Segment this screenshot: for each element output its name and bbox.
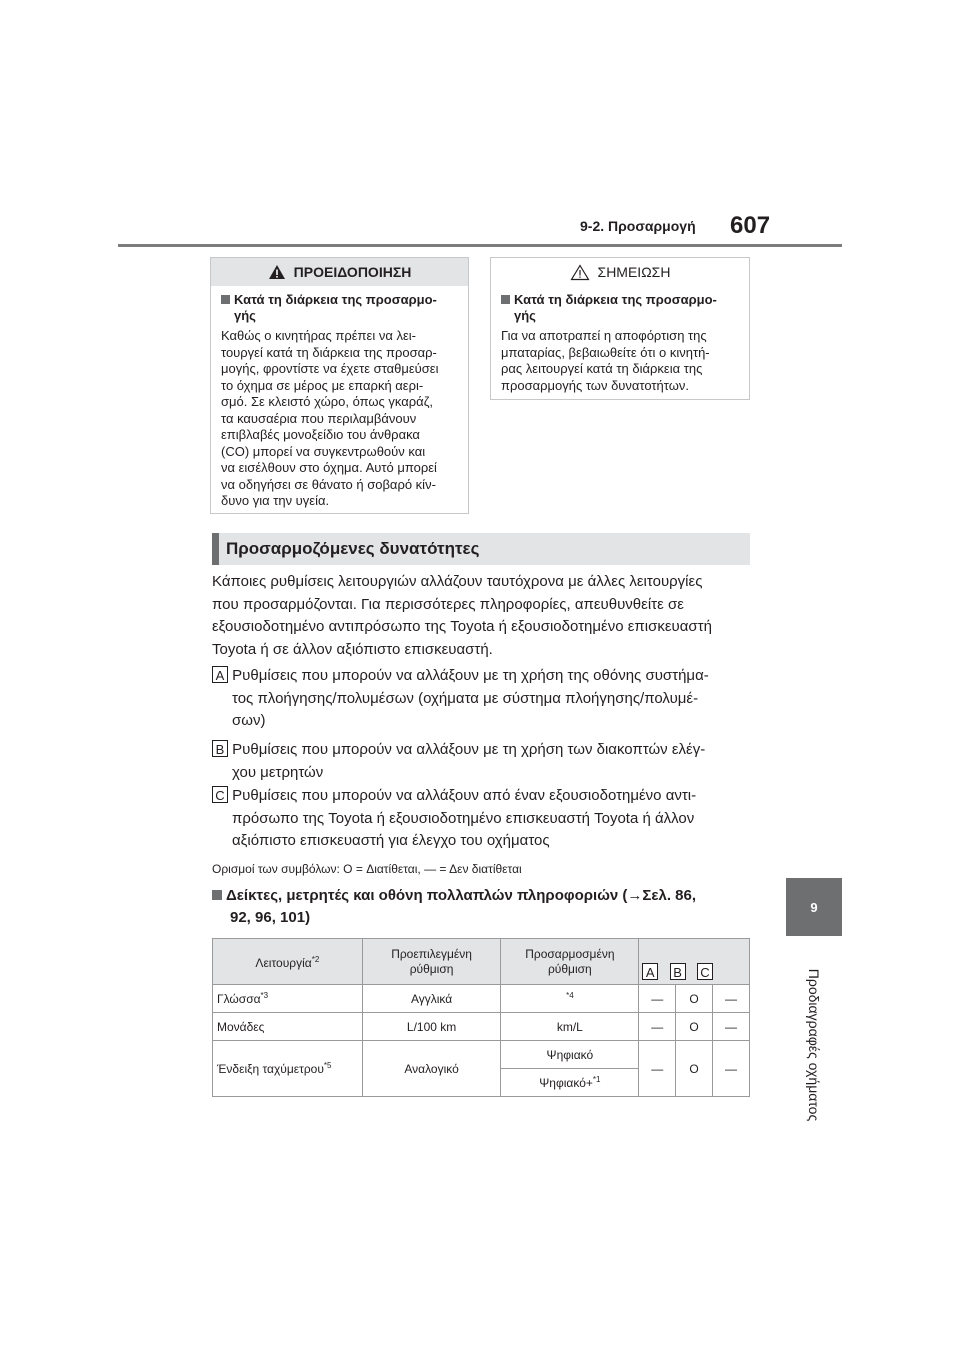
method-line: σων)	[232, 712, 266, 729]
table-cell-custom: Ψηφιακό	[501, 1041, 639, 1069]
subsection-heading	[212, 885, 696, 929]
warning-line: τα καυσαέρια που περιλαμβάνουν	[221, 410, 417, 426]
method-line: Ρυθμίσεις που μπορούν να αλλάξουν από έναν εξουσιοδοτημένο αντι-	[232, 787, 697, 804]
notice-body	[491, 324, 749, 394]
table-cell-c: —	[713, 985, 750, 1013]
caution-triangle-icon	[570, 264, 590, 281]
table-cell-a: —	[639, 1013, 676, 1041]
label-c-icon: C	[212, 786, 228, 803]
notice-box	[490, 257, 750, 400]
method-line: χου μετρητών	[232, 763, 324, 781]
warning-line: τουργεί κατά τη διάρκεια της προσαρ-	[221, 344, 437, 360]
notice-line: μπαταρίας, βεβαιωθείτε ότι ο κινητή-	[501, 344, 710, 360]
warning-line: να οδηγήσει σε θάνατο ή σοβαρό κίν-	[221, 476, 436, 492]
col-header-function: Λειτουργία$^{*2}$	[213, 939, 363, 985]
warning-subtitle	[211, 286, 468, 324]
table-cell-default: Αγγλικά	[362, 985, 501, 1013]
section-title: 9-2. Προσαρμογή	[580, 218, 696, 234]
symbols-note: Ορισμοί των συμβόλων: O = Διατίθεται, — = Δεν διατίθεται	[212, 862, 522, 876]
warning-subtitle-line: Κατά τη διάρκεια της προσαρμο-	[234, 292, 437, 307]
table-cell-b: O	[676, 1041, 713, 1097]
method-line: Ρυθμίσεις που μπορούν να αλλάξουν με τη χρήση της οθόνης συστήμα-	[232, 667, 709, 684]
intro-paragraph	[212, 571, 712, 661]
table-cell-b: O	[676, 1013, 713, 1041]
method-c	[212, 785, 696, 853]
intro-line: που προσαρμόζονται. Για περισσότερες πληροφορίες, απευθυνθείτε σε	[212, 595, 684, 613]
intro-line: εξουσιοδοτημένο αντιπρόσωπο της Toyota ή εξουσιοδοτημένο επισκευαστή	[212, 618, 712, 635]
warning-line: μογής, φροντίστε να έχετε σταθμεύσει	[221, 361, 439, 376]
square-bullet-icon	[221, 295, 230, 304]
table-cell-b: O	[676, 985, 713, 1013]
settings-table	[212, 938, 750, 1097]
method-line: πρόσωπο της Toyota ή εξουσιοδοτημένο επισκευαστή Toyota ή άλλον	[232, 809, 695, 827]
method-line: τος πλοήγησης/πολυμέσων (οχήματα με σύστημα πλοήγησης/πολυμέ-	[232, 689, 699, 707]
section-heading	[212, 533, 750, 565]
table-cell-function: Γλώσσα$^{*3}$	[213, 985, 363, 1013]
table-cell-function: Ένδειξη ταχύμετρου$^{*5}$	[213, 1041, 363, 1097]
chapter-tab-title-text: Προδιαγραφές οχήματος	[806, 968, 822, 1122]
table-cell-a: —	[639, 1041, 676, 1097]
method-line: Ρυθμίσεις που μπορούν να αλλάξουν με τη χρήση των διακοπτών ελέγ-	[232, 741, 706, 758]
table-header-row	[213, 939, 750, 985]
warning-triangle-icon	[268, 264, 286, 280]
table-cell-function: Μονάδες	[213, 1013, 363, 1041]
label-a-icon: A	[642, 963, 658, 980]
table-row	[213, 1041, 750, 1069]
subsection-line: Δείκτες, μετρητές και οθόνη πολλαπλών πληροφοριών (→Σελ. 86,	[226, 887, 697, 904]
table-cell-default: L/100 km	[362, 1013, 501, 1041]
notice-subtitle	[491, 286, 749, 324]
intro-line: Κάποιες ρυθμίσεις λειτουργιών αλλάζουν ταυτόχρονα με άλλες λειτουργίες	[212, 573, 703, 590]
warning-body	[211, 324, 468, 510]
table-cell-custom: km/L	[501, 1013, 639, 1041]
notice-subtitle-line: γής	[514, 308, 536, 323]
intro-line: Toyota ή σε άλλον αξιόπιστο επισκευαστή.	[212, 640, 493, 658]
header-rule	[118, 244, 842, 247]
table-cell-a: —	[639, 985, 676, 1013]
warning-line: το όχημα σε μέρος με επαρκή αερι-	[221, 377, 424, 393]
warning-box	[210, 257, 469, 514]
notice-header	[491, 258, 749, 286]
square-bullet-icon	[501, 295, 510, 304]
notice-subtitle-line: Κατά τη διάρκεια της προσαρμο-	[514, 292, 717, 307]
warning-header	[211, 258, 468, 286]
notice-title: ΣΗΜΕΙΩΣΗ	[597, 264, 671, 280]
section-heading-text: Προσαρμοζόμενες δυνατότητες	[226, 539, 480, 558]
chapter-tab-number: 9	[786, 878, 842, 936]
warning-line: Καθώς ο κινητήρας πρέπει να λει-	[221, 328, 416, 343]
label-b-icon: B	[670, 963, 686, 980]
label-c-icon: C	[697, 963, 713, 980]
method-line: αξιόπιστο επισκευαστή για έλεγχο του οχήματος	[232, 832, 550, 849]
table-cell-custom: Ψηφιακό+$^{*1}$	[501, 1069, 639, 1097]
label-a-icon: A	[212, 666, 228, 683]
table-cell-c: —	[713, 1041, 750, 1097]
warning-line: σμό. Σε κλειστό χώρο, όπως γκαράζ,	[221, 394, 434, 409]
col-header-methods	[639, 939, 750, 985]
warning-line: να εισέλθουν στο όχημα. Αυτό μπορεί	[221, 460, 437, 475]
notice-line: προσαρμογής των δυνατοτήτων.	[501, 377, 690, 393]
warning-line: επιβλαβές μονοξείδιο του άνθρακα	[221, 427, 420, 442]
method-b	[212, 739, 705, 784]
warning-subtitle-line: γής	[234, 308, 256, 323]
table-cell-c: —	[713, 1013, 750, 1041]
warning-title: ΠΡΟΕΙΔΟΠΟΙΗΣΗ	[293, 264, 412, 280]
page-number: 607	[730, 212, 771, 239]
method-a	[212, 665, 709, 733]
table-row	[213, 985, 750, 1013]
chapter-tab-title	[790, 945, 838, 1145]
col-header-default: Προεπιλεγμένη ρύθμιση	[362, 939, 501, 985]
warning-line: (CO) μπορεί να συγκεντρωθούν και	[221, 443, 426, 459]
table-cell-custom: *4	[501, 985, 639, 1013]
label-b-icon: B	[212, 740, 228, 757]
subsection-line: 92, 96, 101)	[230, 909, 311, 926]
table-cell-default: Αναλογικό	[362, 1041, 501, 1097]
notice-line: ρας λειτουργεί κατά τη διάρκεια της	[501, 361, 703, 376]
notice-line: Για να αποτραπεί η αποφόρτιση της	[501, 328, 707, 343]
table-row	[213, 1013, 750, 1041]
col-header-custom: Προσαρμοσμένη ρύθμιση	[501, 939, 639, 985]
square-bullet-icon	[212, 890, 222, 900]
warning-line: δυνο για την υγεία.	[221, 493, 330, 508]
